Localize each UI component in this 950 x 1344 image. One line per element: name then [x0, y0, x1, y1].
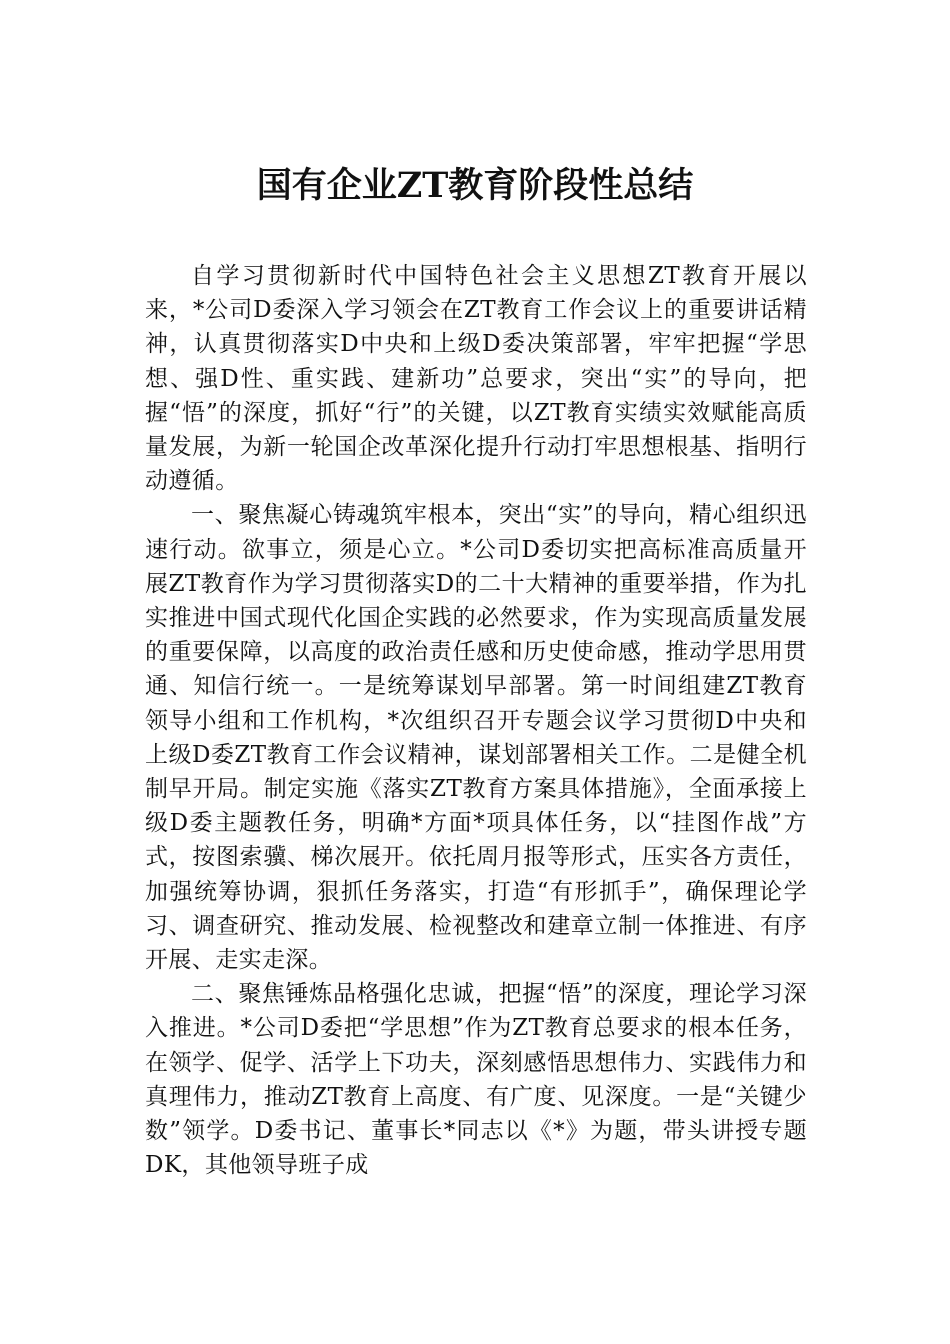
document-body [145, 259, 807, 1182]
document-title: 国有企业ZT教育阶段性总结 [256, 165, 694, 206]
paragraph-intro: 自学习贯彻新时代中国特色社会主义思想ZT教育开展以来，*公司D委深入学习领会在ZT教育工作会议上的重要讲话精神，认真贯彻落实D中央和上级D委决策部署，牢牢把握“学思想、强D性、重实践、建新功”总要求，突出“实”的导向，把握“悟”的深度，抓好“行”的关键，以ZT教育实绩实效赋能高质量发展，为新一轮国企改革深化提升行动打牢思想根基、指明行动遵循。 [145, 263, 807, 495]
paragraph-section-one: 一、聚焦凝心铸魂筑牢根本，突出“实”的导向，精心组织迅速行动。欲事立，须是心立。*公司D委切实把高标准高质量开展ZT教育作为学习贯彻落实D的二十大精神的重要举措，作为扎实推进中国式现代化国企实践的必然要求，作为实现高质量发展的重要保障，以高度的政治责任感和历史使命感，推动学思用贯通、知信行统一。一是统筹谋划早部署。第一时间组建ZT教育领导小组和工作机构，*次组织召开专题会议学习贯彻D中央和上级D委ZT教育工作会议精神，谋划部署相关工作。二是健全机制早开局。制定实施《落实ZT教育方案具体措施》，全面承接上级D委主题教任务，明确*方面*项具体任务，以“挂图作战”方式，按图索骥、梯次展开。依托周月报等形式，压实各方责任，加强统筹协调，狠抓任务落实，打造“有形抓手”，确保理论学习、调查研究、推动发展、检视整改和建章立制一体推进、有序开展、走实走深。 [145, 502, 807, 974]
paragraph-section-two: 二、聚焦锤炼品格强化忠诚，把握“悟”的深度，理论学习深入推进。*公司D委把“学思想”作为ZT教育总要求的根本任务，在领学、促学、活学上下功夫，深刻感悟思想伟力、实践伟力和真理伟力，推动ZT教育上高度、有广度、见深度。一是“关键少数”领学。D委书记、董事长*同志以《*》为题，带头讲授专题DK，其他领导班子成 [145, 981, 807, 1179]
